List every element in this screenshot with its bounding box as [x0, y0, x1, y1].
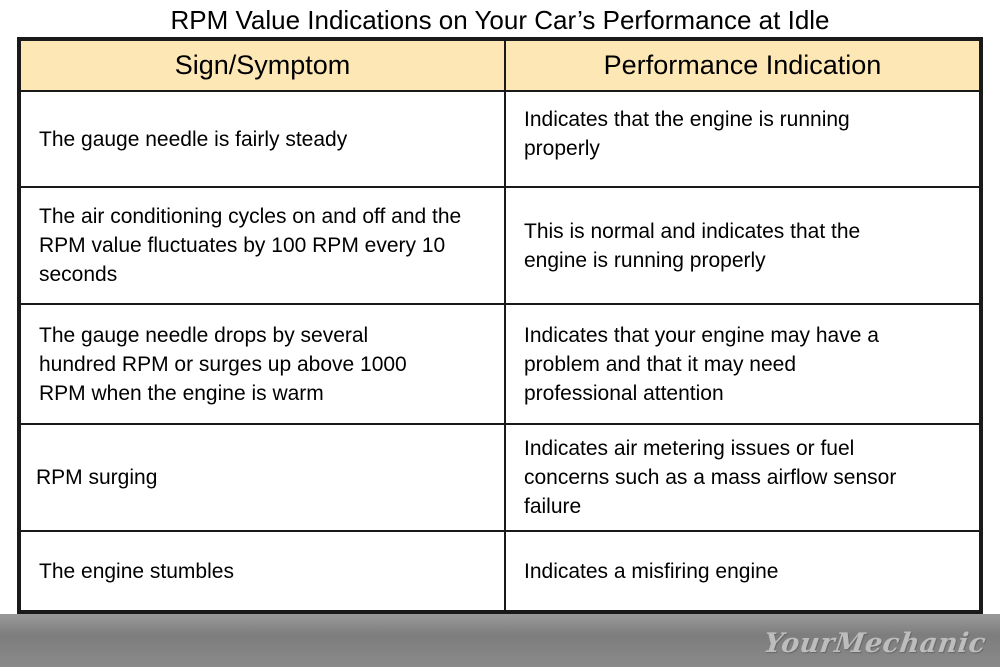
table-row [20, 531, 980, 611]
sign-text: The air conditioning cycles on and off and the RPM value fluctuates by 100 RPM every 10 seconds [39, 205, 462, 286]
yourmechanic-logo: YourMechanic [762, 628, 989, 659]
rpm-table [17, 37, 983, 614]
sign-text: The gauge needle is fairly steady [39, 127, 348, 151]
indication-cell [505, 424, 980, 531]
page-title: RPM Value Indications on Your Car’s Performance at Idle [170, 5, 830, 35]
sign-cell [20, 304, 505, 424]
table-row [20, 91, 980, 187]
sign-cell [20, 424, 505, 531]
table-row [20, 187, 980, 304]
indication-cell [505, 91, 980, 187]
table-row [20, 424, 980, 531]
indication-text: Indicates air metering issues or fuel concerns such as a mass airflow sensor failure [524, 437, 897, 518]
indication-text: Indicates that your engine may have a problem and that it may need professional attention [524, 323, 879, 405]
rpm-indications-table [19, 39, 981, 612]
header-performance-indication: Performance Indication [505, 40, 980, 91]
sign-cell [20, 531, 505, 611]
sign-text: The engine stumbles [39, 559, 234, 583]
indication-cell [505, 304, 980, 424]
sign-cell [20, 187, 505, 304]
indication-text: Indicates that the engine is running properly [524, 108, 850, 160]
header-sign-symptom: Sign/Symptom [20, 40, 505, 91]
sign-text: The gauge needle drops by several hundred RPM or surges up above 1000 RPM when the engine is warm [39, 323, 407, 405]
sign-cell [20, 91, 505, 187]
table-header-row [20, 40, 980, 91]
indication-text: Indicates a misfiring engine [524, 559, 779, 583]
table-row [20, 304, 980, 424]
indication-cell [505, 531, 980, 611]
sign-text: RPM surging [36, 466, 158, 489]
indication-text: This is normal and indicates that the engine is running properly [524, 219, 861, 272]
indication-cell [505, 187, 980, 304]
footer-bar [0, 614, 1000, 667]
